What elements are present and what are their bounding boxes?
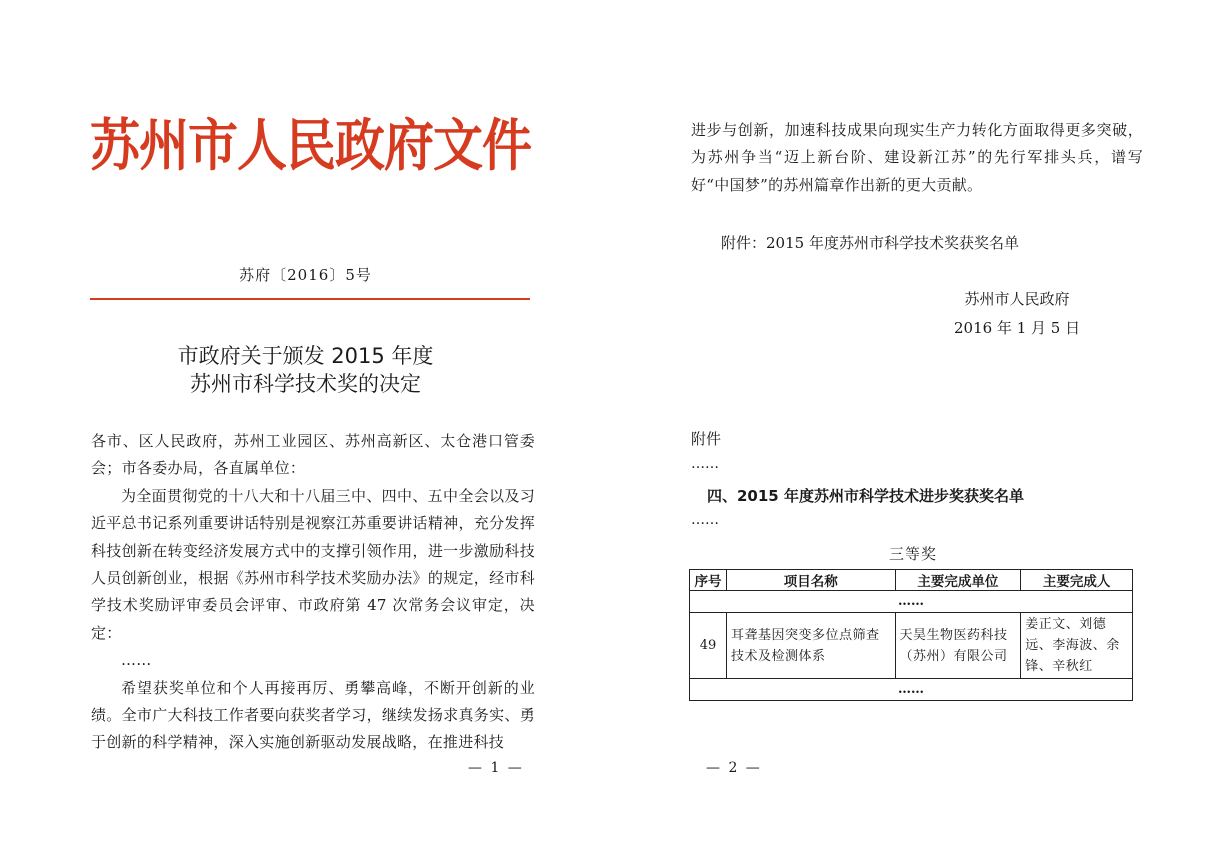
page-number: — 1 —: [468, 760, 524, 776]
continued-paragraph: [691, 117, 1143, 199]
page-number: — 2 —: [706, 760, 762, 776]
section-heading: 四、2015 年度苏州市科学技术进步奖获奖名单: [707, 487, 1024, 505]
document-masthead: 苏州市人民政府文件: [90, 112, 531, 179]
attachment-note: 附件：2015 年度苏州市科学技术奖获奖名单: [721, 234, 1019, 252]
body-paragraph-2: 希望获奖单位和个人再接再厉、勇攀高峰，不断开创新的业绩。全市广大科技工作者要向获奖者学习，继续发扬求真务实、勇于创新的科学精神，深入实施创新驱动发展战略，在推进科技: [91, 678, 535, 752]
signature-organization: 苏州市人民政府: [964, 290, 1070, 308]
addressee-text: 各市、区人民政府，苏州工业园区、苏州高新区、太仓港口管委会；市各委办局，各直属单位：: [91, 432, 535, 478]
red-separator-line: [90, 298, 530, 300]
document-page-2: [611, 0, 1222, 862]
column-header-people: 主要完成人: [1021, 570, 1133, 591]
table-row: [690, 613, 1133, 679]
document-title-line-1: 市政府关于颁发 2015 年度: [177, 344, 434, 368]
table-row: [690, 679, 1133, 701]
column-header-project: 项目名称: [726, 570, 895, 591]
cell-project: 耳聋基因突变多位点筛查技术及检测体系: [726, 613, 895, 679]
table-header-row: [690, 570, 1133, 591]
document-number: 苏府〔2016〕5号: [239, 266, 372, 284]
cell-people: 姜正文、刘德远、李海波、余 锋、辛秋红: [1021, 613, 1133, 679]
signature-block: [954, 285, 1080, 343]
continued-paragraph-text: 进步与创新，加速科技成果向现实生产力转化方面取得更多突破，为苏州争当“迈上新台阶、建设新江苏”的先行军排头兵，谱写好“中国梦”的苏州篇章作出新的更大贡献。: [691, 121, 1143, 194]
omission-ellipsis: ……: [691, 512, 719, 528]
column-header-unit: 主要完成单位: [895, 570, 1021, 591]
document-body: [91, 428, 535, 757]
award-table: [689, 569, 1133, 701]
table-row: [690, 591, 1133, 613]
column-header-seq: 序号: [690, 570, 727, 591]
cell-seq: 49: [690, 613, 727, 679]
annex-label: 附件: [691, 430, 722, 448]
document-title-line-2: 苏州市科学技术奖的决定: [190, 372, 421, 396]
cell-unit: 天昊生物医药科技（苏州）有限公司: [895, 613, 1021, 679]
omission-ellipsis: ……: [691, 456, 719, 472]
omission-ellipsis: ……: [121, 651, 152, 670]
table-omission-row: ……: [690, 679, 1133, 701]
signature-date: 2016 年 1 月 5 日: [954, 319, 1081, 337]
body-paragraph-1: 为全面贯彻党的十八大和十八届三中、四中、五中全会以及习近平总书记系列重要讲话特别是视察江苏重要讲话精神，充分发挥科技创新在转变经济发展方式中的支撑引领作用，进一步激励科技人员创新创业，根据《苏州市科学技术奖励办法》的规定，经市科学技术奖励评审委员会评审、市政府第 47 次常务会议审定，决定：: [91, 486, 535, 642]
table-omission-row: ……: [690, 591, 1133, 613]
award-grade-label: 三等奖: [889, 545, 938, 563]
